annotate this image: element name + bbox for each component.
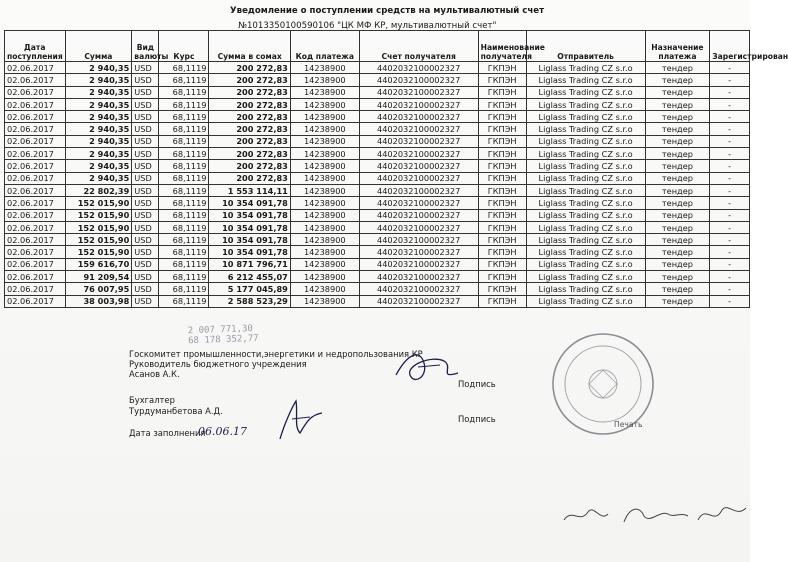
cell-amount: 2 940,35 [65, 74, 132, 86]
cell-currency: USD [132, 246, 159, 258]
cell-currency: USD [132, 98, 159, 110]
cell-rate: 68,1119 [159, 135, 209, 147]
table-row [5, 98, 750, 110]
cell-date: 02.06.2017 [5, 135, 66, 147]
cell-sender: Liglass Trading CZ s.r.o [526, 246, 645, 258]
cell-amount: 76 007,95 [65, 283, 132, 295]
cell-rate: 68,1119 [159, 98, 209, 110]
cell-currency: USD [132, 62, 159, 74]
cell-recipient-name: ГКПЭН [478, 172, 526, 184]
cell-date: 02.06.2017 [5, 62, 66, 74]
cell-amount-som: 6 212 455,07 [209, 271, 290, 283]
cell-amount: 91 209,54 [65, 271, 132, 283]
header-sender: Отправитель [526, 31, 645, 62]
cell-amount-som: 10 871 796,71 [209, 258, 290, 270]
cell-payment-code: 14238900 [290, 148, 359, 160]
cell-registered: - [710, 111, 750, 123]
cell-payment-code: 14238900 [290, 258, 359, 270]
cell-sender: Liglass Trading CZ s.r.o [526, 271, 645, 283]
cell-registered: - [710, 283, 750, 295]
cell-recipient-account: 4402032100002327 [359, 271, 478, 283]
cell-sender: Liglass Trading CZ s.r.o [526, 172, 645, 184]
cell-sender: Liglass Trading CZ s.r.o [526, 111, 645, 123]
cell-payment-code: 14238900 [290, 123, 359, 135]
cell-amount-som: 200 272,83 [209, 74, 290, 86]
cell-date: 02.06.2017 [5, 283, 66, 295]
cell-recipient-name: ГКПЭН [478, 123, 526, 135]
cell-purpose: тендер [645, 160, 710, 172]
cell-purpose: тендер [645, 258, 710, 270]
cell-currency: USD [132, 111, 159, 123]
cell-rate: 68,1119 [159, 283, 209, 295]
cell-purpose: тендер [645, 271, 710, 283]
cell-sender: Liglass Trading CZ s.r.o [526, 160, 645, 172]
cell-amount: 2 940,35 [65, 98, 132, 110]
cell-payment-code: 14238900 [290, 98, 359, 110]
cell-amount: 22 802,39 [65, 184, 132, 196]
cell-registered: - [710, 197, 750, 209]
cell-amount: 2 940,35 [65, 148, 132, 160]
stamp-label: Печать [614, 420, 643, 429]
cell-purpose: тендер [645, 197, 710, 209]
cell-date: 02.06.2017 [5, 271, 66, 283]
table-row [5, 148, 750, 160]
cell-purpose: тендер [645, 86, 710, 98]
org-line-2: Руководитель бюджетного учреждения [129, 359, 307, 369]
cell-recipient-name: ГКПЭН [478, 135, 526, 147]
cell-date: 02.06.2017 [5, 74, 66, 86]
cell-amount: 2 940,35 [65, 160, 132, 172]
header-recipient-account: Счет получателя [359, 31, 478, 62]
cell-recipient-name: ГКПЭН [478, 111, 526, 123]
cell-currency: USD [132, 135, 159, 147]
cell-date: 02.06.2017 [5, 111, 66, 123]
cell-sender: Liglass Trading CZ s.r.o [526, 74, 645, 86]
cell-purpose: тендер [645, 148, 710, 160]
cell-registered: - [710, 123, 750, 135]
cell-amount-som: 200 272,83 [209, 123, 290, 135]
cell-amount: 152 015,90 [65, 197, 132, 209]
table-row [5, 184, 750, 196]
table-row [5, 86, 750, 98]
cell-rate: 68,1119 [159, 234, 209, 246]
cell-recipient-account: 4402032100002327 [359, 184, 478, 196]
table-row [5, 271, 750, 283]
payments-table [4, 30, 788, 308]
cell-recipient-account: 4402032100002327 [359, 160, 478, 172]
cell-date: 02.06.2017 [5, 221, 66, 233]
accountant-signature [270, 397, 330, 445]
cell-registered: - [710, 221, 750, 233]
cell-amount-som: 1 553 114,11 [209, 184, 290, 196]
cell-amount: 152 015,90 [65, 221, 132, 233]
cell-recipient-name: ГКПЭН [478, 148, 526, 160]
cell-currency: USD [132, 184, 159, 196]
cell-sender: Liglass Trading CZ s.r.o [526, 86, 645, 98]
cell-recipient-name: ГКПЭН [478, 221, 526, 233]
date-label: Дата заполнения [129, 428, 206, 438]
table-row [5, 135, 750, 147]
cell-recipient-account: 4402032100002327 [359, 86, 478, 98]
cell-amount-som: 200 272,83 [209, 62, 290, 74]
cell-amount: 159 616,70 [65, 258, 132, 270]
cell-amount: 38 003,98 [65, 295, 132, 307]
cell-currency: USD [132, 258, 159, 270]
cell-recipient-account: 4402032100002327 [359, 246, 478, 258]
header-amount-som: Сумма в сомах [209, 31, 290, 62]
cell-amount: 152 015,90 [65, 234, 132, 246]
signature-label-head: Подпись [458, 379, 496, 389]
cell-recipient-account: 4402032100002327 [359, 197, 478, 209]
cell-recipient-name: ГКПЭН [478, 234, 526, 246]
cell-amount-som: 10 354 091,78 [209, 246, 290, 258]
cell-rate: 68,1119 [159, 197, 209, 209]
table-row [5, 160, 750, 172]
cell-rate: 68,1119 [159, 160, 209, 172]
cell-recipient-name: ГКПЭН [478, 209, 526, 221]
cell-sender: Liglass Trading CZ s.r.o [526, 209, 645, 221]
accountant-name: Турдуманбетова А.Д. [129, 406, 223, 416]
table-row [5, 197, 750, 209]
cell-purpose: тендер [645, 98, 710, 110]
cell-payment-code: 14238900 [290, 184, 359, 196]
cell-registered: - [710, 295, 750, 307]
table-row [5, 221, 750, 233]
cell-payment-code: 14238900 [290, 221, 359, 233]
cell-amount: 2 940,35 [65, 86, 132, 98]
cell-purpose: тендер [645, 123, 710, 135]
cell-sender: Liglass Trading CZ s.r.o [526, 62, 645, 74]
cell-currency: USD [132, 74, 159, 86]
cell-registered: - [710, 148, 750, 160]
cell-date: 02.06.2017 [5, 197, 66, 209]
cell-amount-som: 200 272,83 [209, 135, 290, 147]
cell-sender: Liglass Trading CZ s.r.o [526, 258, 645, 270]
header-purpose: Назначение платежа [645, 31, 710, 62]
table-row [5, 209, 750, 221]
cell-sender: Liglass Trading CZ s.r.o [526, 135, 645, 147]
cell-date: 02.06.2017 [5, 160, 66, 172]
accountant-label: Бухгалтер [129, 395, 175, 405]
cell-date: 02.06.2017 [5, 172, 66, 184]
cell-currency: USD [132, 172, 159, 184]
cell-recipient-name: ГКПЭН [478, 246, 526, 258]
cell-payment-code: 14238900 [290, 111, 359, 123]
cell-amount-som: 10 354 091,78 [209, 209, 290, 221]
head-signature [388, 345, 468, 390]
table-row [5, 234, 750, 246]
cell-currency: USD [132, 160, 159, 172]
cell-amount: 2 940,35 [65, 123, 132, 135]
cell-recipient-account: 4402032100002327 [359, 283, 478, 295]
table-row [5, 123, 750, 135]
cell-date: 02.06.2017 [5, 246, 66, 258]
cell-amount: 152 015,90 [65, 209, 132, 221]
cell-recipient-account: 4402032100002327 [359, 209, 478, 221]
cell-purpose: тендер [645, 184, 710, 196]
cell-amount: 2 940,35 [65, 111, 132, 123]
fill-date: 06.06.17 [198, 425, 247, 438]
table-body [5, 62, 750, 308]
cell-amount: 2 940,35 [65, 62, 132, 74]
cell-payment-code: 14238900 [290, 295, 359, 307]
cell-currency: USD [132, 148, 159, 160]
cell-recipient-account: 4402032100002327 [359, 62, 478, 74]
cell-recipient-account: 4402032100002327 [359, 98, 478, 110]
cell-payment-code: 14238900 [290, 234, 359, 246]
cell-purpose: тендер [645, 234, 710, 246]
cell-currency: USD [132, 283, 159, 295]
cell-amount-som: 200 272,83 [209, 160, 290, 172]
cell-sender: Liglass Trading CZ s.r.o [526, 197, 645, 209]
cell-amount-som: 200 272,83 [209, 98, 290, 110]
cell-recipient-name: ГКПЭН [478, 74, 526, 86]
cell-amount: 2 940,35 [65, 135, 132, 147]
cell-registered: - [710, 184, 750, 196]
cell-recipient-name: ГКПЭН [478, 86, 526, 98]
cell-recipient-account: 4402032100002327 [359, 111, 478, 123]
cell-purpose: тендер [645, 74, 710, 86]
cell-rate: 68,1119 [159, 148, 209, 160]
cell-amount-som: 10 354 091,78 [209, 234, 290, 246]
cell-payment-code: 14238900 [290, 283, 359, 295]
cell-registered: - [710, 209, 750, 221]
cell-payment-code: 14238900 [290, 197, 359, 209]
cell-rate: 68,1119 [159, 74, 209, 86]
cell-sender: Liglass Trading CZ s.r.o [526, 98, 645, 110]
cell-date: 02.06.2017 [5, 258, 66, 270]
header-currency: Вид валюты [132, 31, 159, 62]
document-title: Уведомление о поступлении средств на мультивалютный счет [230, 6, 545, 16]
cell-date: 02.06.2017 [5, 148, 66, 160]
header-rate: Курс [159, 31, 209, 62]
table-row [5, 111, 750, 123]
table-row [5, 74, 750, 86]
cell-recipient-name: ГКПЭН [478, 295, 526, 307]
table-row [5, 172, 750, 184]
cell-recipient-account: 4402032100002327 [359, 123, 478, 135]
header-amount: Сумма [65, 31, 132, 62]
cell-rate: 68,1119 [159, 111, 209, 123]
cell-registered: - [710, 246, 750, 258]
cell-currency: USD [132, 234, 159, 246]
cell-recipient-name: ГКПЭН [478, 283, 526, 295]
pencil-total-note: 2 007 771,30 68 178 352,77 [187, 323, 259, 347]
cell-payment-code: 14238900 [290, 160, 359, 172]
cell-rate: 68,1119 [159, 258, 209, 270]
header-registered: Зарегистрирован [710, 31, 750, 62]
cell-currency: USD [132, 295, 159, 307]
cell-date: 02.06.2017 [5, 184, 66, 196]
cell-amount-som: 10 354 091,78 [209, 197, 290, 209]
cell-purpose: тендер [645, 135, 710, 147]
cell-registered: - [710, 271, 750, 283]
cell-recipient-account: 4402032100002327 [359, 74, 478, 86]
cell-registered: - [710, 172, 750, 184]
cell-purpose: тендер [645, 283, 710, 295]
cell-recipient-account: 4402032100002327 [359, 295, 478, 307]
cell-registered: - [710, 98, 750, 110]
cell-rate: 68,1119 [159, 209, 209, 221]
cell-currency: USD [132, 123, 159, 135]
cell-rate: 68,1119 [159, 184, 209, 196]
cell-rate: 68,1119 [159, 221, 209, 233]
signature-label-accountant: Подпись [458, 414, 496, 424]
cell-amount-som: 10 354 091,78 [209, 221, 290, 233]
cell-recipient-account: 4402032100002327 [359, 135, 478, 147]
cell-amount: 152 015,90 [65, 246, 132, 258]
cell-amount-som: 200 272,83 [209, 172, 290, 184]
cell-purpose: тендер [645, 111, 710, 123]
cell-registered: - [710, 135, 750, 147]
cell-recipient-account: 4402032100002327 [359, 172, 478, 184]
cell-recipient-name: ГКПЭН [478, 197, 526, 209]
cell-payment-code: 14238900 [290, 271, 359, 283]
cell-date: 02.06.2017 [5, 234, 66, 246]
cell-recipient-account: 4402032100002327 [359, 258, 478, 270]
cell-purpose: тендер [645, 295, 710, 307]
cell-purpose: тендер [645, 172, 710, 184]
table-header-row [5, 31, 750, 62]
cell-sender: Liglass Trading CZ s.r.o [526, 283, 645, 295]
cell-amount-som: 200 272,83 [209, 148, 290, 160]
cell-sender: Liglass Trading CZ s.r.o [526, 184, 645, 196]
cell-registered: - [710, 234, 750, 246]
cell-date: 02.06.2017 [5, 295, 66, 307]
cell-currency: USD [132, 86, 159, 98]
cell-purpose: тендер [645, 246, 710, 258]
cell-rate: 68,1119 [159, 123, 209, 135]
cell-amount-som: 5 177 045,89 [209, 283, 290, 295]
cell-sender: Liglass Trading CZ s.r.o [526, 148, 645, 160]
cell-sender: Liglass Trading CZ s.r.o [526, 234, 645, 246]
cell-registered: - [710, 74, 750, 86]
cell-registered: - [710, 62, 750, 74]
cell-purpose: тендер [645, 221, 710, 233]
header-recipient-name: Наименование получателя [478, 31, 526, 62]
cell-currency: USD [132, 209, 159, 221]
cell-rate: 68,1119 [159, 295, 209, 307]
cell-currency: USD [132, 197, 159, 209]
cell-rate: 68,1119 [159, 172, 209, 184]
cell-currency: USD [132, 271, 159, 283]
cell-recipient-account: 4402032100002327 [359, 234, 478, 246]
cell-purpose: тендер [645, 62, 710, 74]
cell-amount-som: 200 272,83 [209, 86, 290, 98]
org-line-1: Госкомитет промышленности,энергетики и недропользования КР [129, 349, 423, 359]
cell-purpose: тендер [645, 209, 710, 221]
cell-recipient-name: ГКПЭН [478, 160, 526, 172]
header-payment-code: Код платежа [290, 31, 359, 62]
cell-recipient-name: ГКПЭН [478, 258, 526, 270]
document-subtitle: №1013350100590106 "ЦК МФ КР, мультивалютный счет" [238, 21, 497, 31]
cell-rate: 68,1119 [159, 271, 209, 283]
cell-registered: - [710, 258, 750, 270]
cell-date: 02.06.2017 [5, 86, 66, 98]
cell-registered: - [710, 160, 750, 172]
cell-registered: - [710, 86, 750, 98]
cell-payment-code: 14238900 [290, 86, 359, 98]
cell-payment-code: 14238900 [290, 62, 359, 74]
cell-payment-code: 14238900 [290, 209, 359, 221]
cell-amount: 2 940,35 [65, 172, 132, 184]
cell-rate: 68,1119 [159, 86, 209, 98]
cell-payment-code: 14238900 [290, 246, 359, 258]
cell-payment-code: 14238900 [290, 74, 359, 86]
cell-sender: Liglass Trading CZ s.r.o [526, 221, 645, 233]
table-row [5, 295, 750, 307]
cell-recipient-account: 4402032100002327 [359, 221, 478, 233]
cell-recipient-name: ГКПЭН [478, 98, 526, 110]
cell-payment-code: 14238900 [290, 172, 359, 184]
cell-rate: 68,1119 [159, 62, 209, 74]
cell-currency: USD [132, 221, 159, 233]
head-name: Асанов А.К. [129, 369, 180, 379]
table-row [5, 258, 750, 270]
cell-recipient-name: ГКПЭН [478, 184, 526, 196]
cell-recipient-name: ГКПЭН [478, 271, 526, 283]
cell-recipient-account: 4402032100002327 [359, 148, 478, 160]
cell-amount-som: 200 272,83 [209, 111, 290, 123]
cell-sender: Liglass Trading CZ s.r.o [526, 123, 645, 135]
header-date: Дата поступления [5, 31, 66, 62]
cell-sender: Liglass Trading CZ s.r.o [526, 295, 645, 307]
cell-date: 02.06.2017 [5, 209, 66, 221]
cell-recipient-name: ГКПЭН [478, 62, 526, 74]
bottom-signatures [560, 500, 750, 530]
cell-payment-code: 14238900 [290, 135, 359, 147]
cell-date: 02.06.2017 [5, 123, 66, 135]
table-row [5, 283, 750, 295]
cell-date: 02.06.2017 [5, 98, 66, 110]
cell-rate: 68,1119 [159, 246, 209, 258]
table-row [5, 246, 750, 258]
cell-amount-som: 2 588 523,29 [209, 295, 290, 307]
table-row [5, 62, 750, 74]
